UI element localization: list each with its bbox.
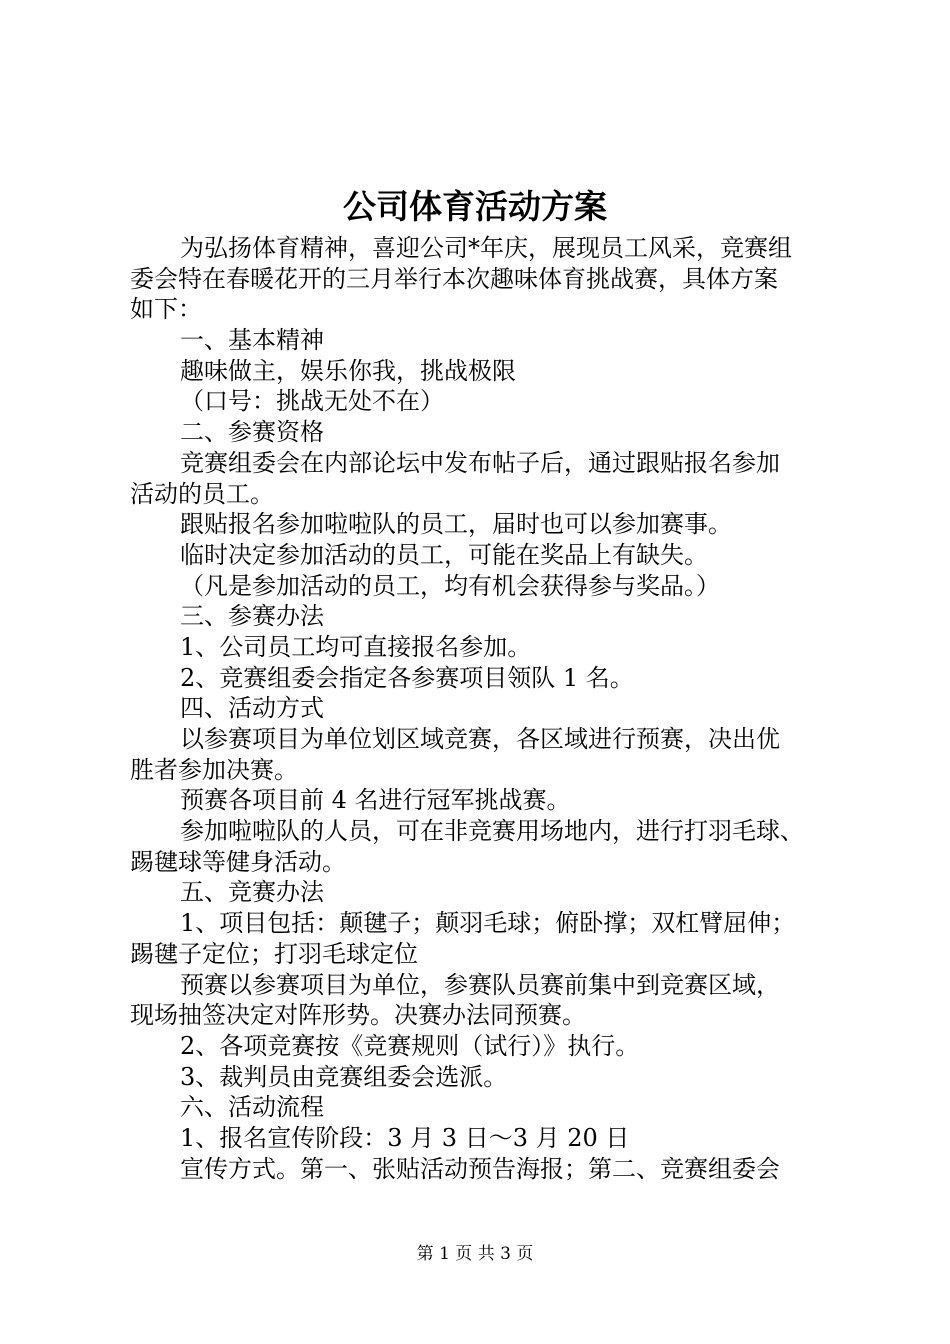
paragraph-line: 2、竞赛组委会指定各参赛项目领队 1 名。 bbox=[180, 663, 634, 692]
paragraph-line: 跟贴报名参加啦啦队的员工，届时也可以参加赛事。 bbox=[180, 510, 732, 539]
paragraph-line: 2、各项竞赛按《竞赛规则（试行）》执行。 bbox=[180, 1031, 640, 1060]
paragraph-line: 3、裁判员由竞赛组委会选派。 bbox=[180, 1062, 508, 1091]
paragraph-line: 竞赛组委会在内部论坛中发布帖子后，通过跟贴报名参加 bbox=[180, 448, 780, 477]
page-footer: 第 1 页 共 3 页 bbox=[416, 1244, 534, 1264]
paragraph-line: 现场抽签决定对阵形势。决赛办法同预赛。 bbox=[130, 1001, 586, 1030]
document-body bbox=[130, 233, 840, 1184]
paragraph-line: 如下： bbox=[130, 295, 202, 324]
paragraph-line: 踢毽球等健身活动。 bbox=[130, 847, 346, 876]
section-heading: 三、参赛办法 bbox=[180, 602, 324, 631]
section-heading: 六、活动流程 bbox=[180, 1093, 324, 1122]
paragraph-line: 预赛各项目前 4 名进行冠军挑战赛。 bbox=[180, 786, 571, 815]
section-heading: 四、活动方式 bbox=[180, 694, 324, 723]
section-heading: 五、竞赛办法 bbox=[180, 878, 324, 907]
paragraph-line: 预赛以参赛项目为单位，参赛队员赛前集中到竞赛区域， bbox=[180, 970, 780, 999]
paragraph-line: 为弘扬体育精神，喜迎公司*年庆，展现员工风采，竞赛组 bbox=[180, 234, 792, 262]
paragraph-line: 1、报名宣传阶段：3 月 3 日～3 月 20 日 bbox=[180, 1123, 630, 1152]
paragraph-line: 1、公司员工均可直接报名参加。 bbox=[180, 632, 532, 661]
paragraph-line: 活动的员工。 bbox=[130, 479, 274, 508]
paragraph-line: 委会特在春暖花开的三月举行本次趣味体育挑战赛，具体方案 bbox=[130, 264, 778, 293]
paragraph-line: （口号：挑战无处不在） bbox=[180, 387, 444, 416]
paragraph-line: 宣传方式。第一、张贴活动预告海报；第二、竞赛组委会 bbox=[180, 1154, 780, 1183]
paragraph-line: 趣味做主，娱乐你我，挑战极限 bbox=[180, 356, 516, 385]
document-title: 公司体育活动方案 bbox=[343, 187, 607, 226]
section-heading: 一、基本精神 bbox=[180, 326, 324, 355]
paragraph-line: 胜者参加决赛。 bbox=[130, 755, 298, 784]
paragraph-line: 以参赛项目为单位划区域竞赛，各区域进行预赛，决出优 bbox=[180, 725, 780, 753]
paragraph-line: 参加啦啦队的人员，可在非竞赛用场地内，进行打羽毛球、 bbox=[180, 817, 804, 846]
paragraph-line: （凡是参加活动的员工，均有机会获得参与奖品。） bbox=[180, 571, 720, 600]
paragraph-line: 1、项目包括：颠毽子；颠羽毛球；俯卧撑；双杠臂屈伸； bbox=[180, 909, 796, 938]
paragraph-line: 踢毽子定位；打羽毛球定位 bbox=[130, 939, 418, 968]
paragraph-line: 临时决定参加活动的员工，可能在奖品上有缺失。 bbox=[180, 540, 708, 569]
section-heading: 二、参赛资格 bbox=[180, 418, 324, 447]
